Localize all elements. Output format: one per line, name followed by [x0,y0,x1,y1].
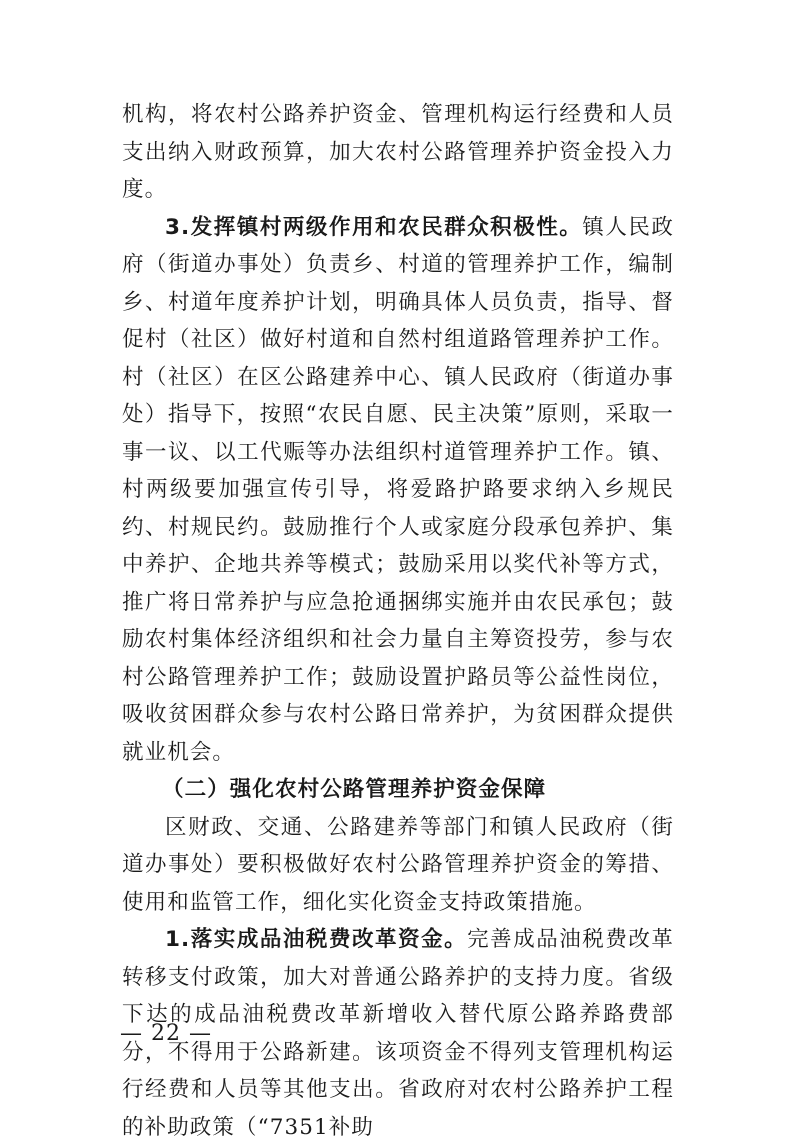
section-heading: （二）强化农村公路管理养护资金保障 [162,777,547,802]
paragraph-continuation [122,96,674,209]
paragraph-text: 机构，将农村公路养护资金、管理机构运行经费和人员支出纳入财政预算，加大农村公路管理养护资金投入力度。 [122,102,674,202]
page-number: — 22 — [120,1021,212,1046]
paragraph-town-village-role [122,209,674,772]
document-body [122,96,674,1146]
paragraph-text: 镇人民政府（街道办事处）负责乡、村道的管理养护工作，编制乡、村道年度养护计划，明确具体人员负责，指导、督促村（社区）做好村道和自然村组道路管理养护工作。村（社区）在区公路建养中心、镇人民政府（街道办事处）指导下，按照“农民自愿、民主决策”原则，采取一事一议、以工代赈等办法组织村道管理养护工作。镇、村两级要加强宣传引导，将爱路护路要求纳入乡规民约、村规民约。鼓励推行个人或家庭分段承包养护、集中养护、企地共养等模式；鼓励采用以奖代补等方式，推广将日常养护与应急抢通捆绑实施并由农民承包；鼓励农村集体经济组织和社会力量自主筹资投劳，参与农村公路管理养护工作；鼓励设置护路员等公益性岗位，吸收贫困群众参与农村公路日常养护，为贫困群众提供就业机会。 [122,214,674,765]
paragraph-text: 完善成品油税费改革转移支付政策，加大对普通公路养护的支持力度。省级下达的成品油税费改革新增收入替代原公路养路费部分，不得用于公路新建。该项资金不得列支管理机构运行经费和人员等其他支出。省政府对农村公路养护工程的补助政策（“7351补助 [122,927,674,1140]
paragraph-lead: 1.落实成品油税费改革资金。 [165,927,468,952]
paragraph-lead: 3.发挥镇村两级作用和农民群众积极性。 [165,214,583,240]
section-intro [122,809,674,922]
paragraph-text: 区财政、交通、公路建养等部门和镇人民政府（街道办事处）要积极做好农村公路管理养护资金的筹措、使用和监管工作，细化实化资金支持政策措施。 [122,814,674,915]
